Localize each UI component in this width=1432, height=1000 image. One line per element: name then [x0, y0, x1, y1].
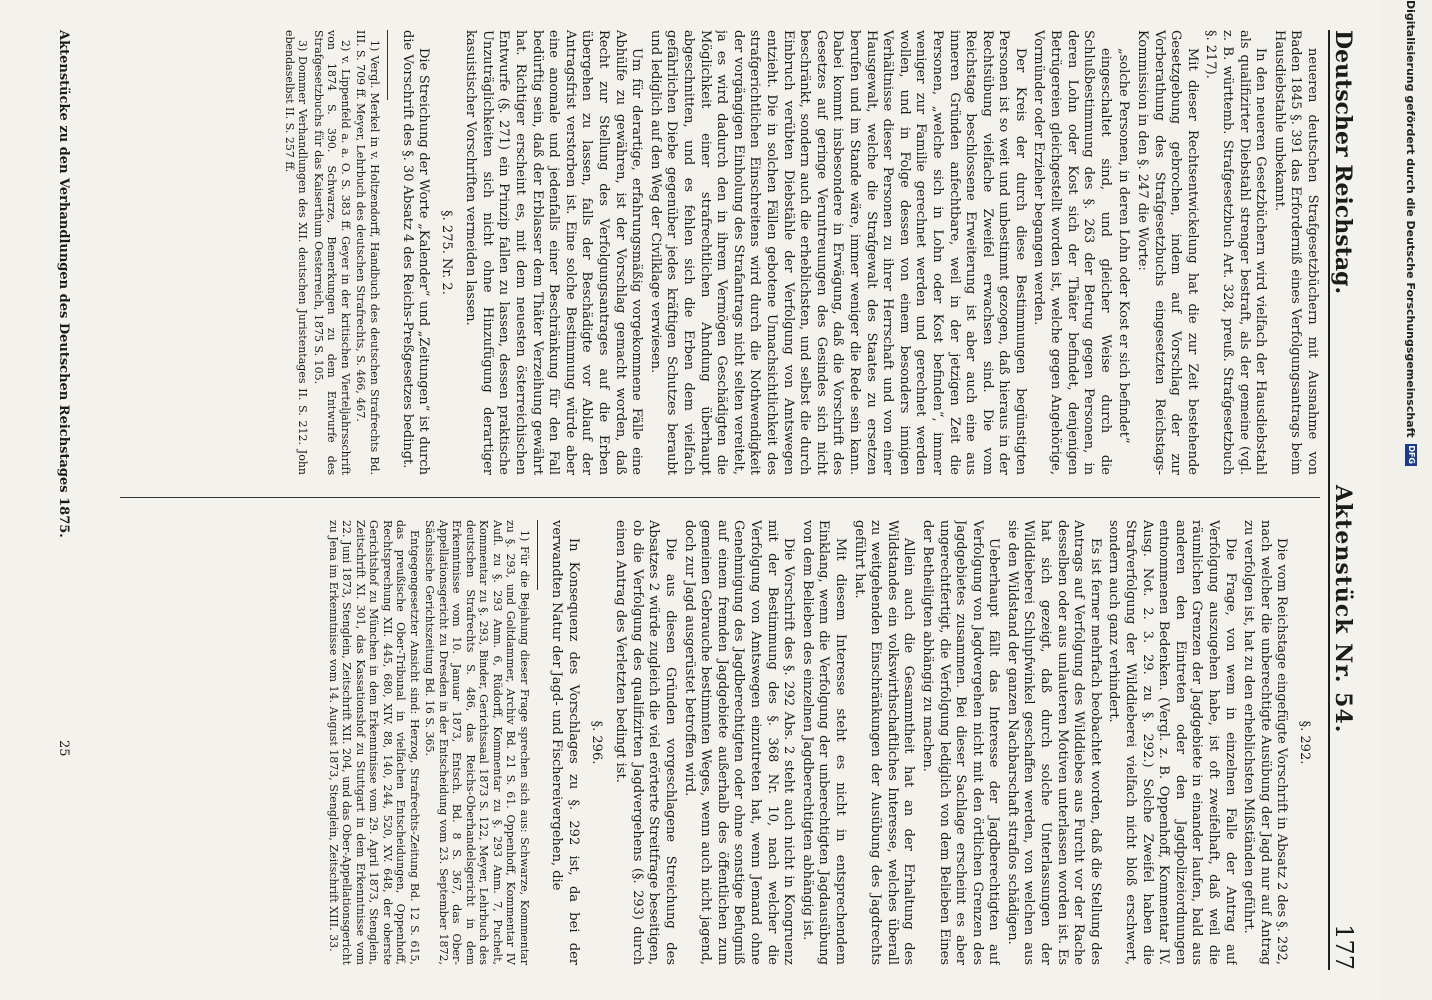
footnote: 1) Vergl. Merkel in v. Holtzendorff, Handbuch des deutschen Strafrechts Bd. III. S. 709 ff. Meyer, Lehrbuch des deutschen Strafrechts, S. 466, 467.	[354, 30, 381, 475]
left-paragraph: In den neueren Gesetzbüchern wird vielfach der Hausdiebstahl als qualifizirter Diebstahl strenger bestraft, als der gemeine (vgl. z. B. württemb. Strafgesetzbuch Art. 328, preuß. Strafgesetzbuch §. 217).	[1203, 30, 1269, 475]
section-title-292: §. 292.	[1297, 720, 1312, 765]
right-paragraph: Die vom Reichstage eingefügte Vorschrift in Absatz 2 des §. 292, nach welcher die unberechtigte Ausübung der Jagd nur auf Antrag zu verfolgen ist, hat zu den erheblichsten Mißständen geführt.	[1241, 520, 1290, 965]
right-paragraph: Die aus diesen Gründen vorgeschlagene Streichung des Absatzes 2 würde zugleich die viel erörterte Streitfrage beseitigen, ob die Verfolgung des qualifizirten Jagdvergehens (§. 293) durch einen Antrag des Verletzten bedingt ist.	[613, 520, 679, 965]
section-275-paragraph: Die Streichung der Worte „Kalender“ und „Zeitungen“ ist durch die Vorschrift des §. 30 Absatz 4 des Reichs-Preßgesetzes bedingt.	[399, 30, 432, 475]
left-paragraph: neueren deutschen Strafgesetzbüchern mit Ausnahme von Baden 1845 §. 391 das Erforderniß eines Verfolgungsantrags beim Hausdiebstahle unbekannt.	[1271, 30, 1320, 475]
left-paragraph: Mit dieser Rechtsentwickelung hat die zur Zeit bestehende Gesetzgebung gebrochen, indem auf Vorschlag der zur Vorberathung des Strafgesetzbuchs eingesetzten Reichstags-Kommission in den §. 247 die Worte:	[1135, 30, 1200, 475]
right-paragraph: Es ist ferner mehrfach beobachtet worden, daß die Stellung des Antrags auf Verfolgung des Wilddiebes aus Furcht vor der Rache desselben oder aus unlauteren Motiven unterlassen worden ist. Es hat sich gezeigt, daß durch solche Unterlassungen der Wilddieberei Schlupfwinkel geschaffen werden, von welchen aus sie den Wildstand der ganzen Nachbarschaft straflos schädigen.	[1004, 520, 1103, 965]
left-column	[100, 30, 1320, 475]
sheet-number: 25	[56, 740, 71, 757]
left-quote: „solche Personen, in deren Lohn oder Kost er sich befindet“	[1116, 48, 1132, 444]
right-paragraph: Mit diesem Interesse steht es nicht in entsprechendem Einklang, wenn die Verfolgung der unberechtigten Jagdausübung von dem Belieben des einzelnen Jagdberechtigten abhängig ist.	[799, 520, 848, 965]
left-paragraph: Um für derartige, erfahrungsmäßig vorgekommene Fälle eine Abhülfe zu gewähren, ist der Vorschlag gemacht worden, daß Recht zur Stellung des Verfolgungsantrages auf die Erben übergehen zu lassen, falls der Beschädigte vor Ablauf der Antragsfrist verstorben ist. Eine solche Bestimmung würde aber eine anomale und jedenfalls einer Beschränkung für den Fall bedürftig sein, daß der Erblasser dem Thäter Verzeihung gewährt hat. Richtiger erscheint es, mit dem neuesten österreichischen Entwurfe (§. 271) ein Prinzip fallen zu lassen, dessen praktische Unzuträglichkeiten sich nicht ohne Hinzufügung derartiger kasuistischer Vorschriften vermeiden lassen.	[463, 30, 645, 475]
page-footer: Aktenstücke zu den Verhandlungen des Deutschen Reichstages 1875.	[56, 30, 71, 538]
footnote: 3) Dommer Verhandlungen des XII. deutschen Juristentages II. S. 212. John ebendaselbst II. S. 257 ff.	[282, 30, 310, 475]
left-paragraph: Der Kreis der durch diese Bestimmungen begünstigten Personen ist so weit und unbestimmt gezogen, daß hieraus in der Rechtsübung vielfache Zweifel erwachsen sind. Die vom Reichstage beschlossene Erweiterung ist aber auch eine aus inneren Gründen anfechtbare, weil in der jetzigen Zeit die Personen, „welche sich in Lohn oder Kost befinden“, immer weniger zur Familie gerechnet werden und gerechnet werden wollen, und in Folge dessen von einem besonders innigen Verhältnisse dieser Personen zu ihrer Herrschaft und von einer Hausgewalt, welche die Strafgewalt des Staates zu ersetzen berufen und im Stande wäre, immer weniger die Rede sein kann. Dabei kommt insbesondere in Erwägung, daß die Vorschrift des Gesetzes auf geringe Veruntreuungen des Gesindes sich nicht beschränkt, sondern auch die erheblichsten, und selbst die durch Einbruch verübten Diebstähle der Verfolgung von Amtswegen entzieht. Die in solchen Fällen gebotene Unnachsichtlichkeit des strafgerichtlichen Einschreitens wird durch die Nothwendigkeit der vorgängigen Einholung des Strafantrags nicht selten vereitelt, ja es wird dadurch den in ihrem Vermögen Geschädigten die Möglichkeit einer strafrechtlichen Ahndung überhaupt abgeschnitten, und es fehlen sich die Erben dem vielfach gefährlichen Diebe gegenüber jedes kräftigen Schutzes beraubt und lediglich auf den Weg der Civilklage verwiesen.	[647, 30, 1028, 475]
footnote-rule	[537, 520, 538, 590]
footnote: Entgegengesetzter Ansicht sind: Herzog, Strafrechts-Zeitung Bd. 12 S. 615, das preußische Ober-Tribunal in vielfachen Entscheidungen, Oppenhoff, Rechtsprechung XII. 445, 680, XIV. 88, 140, 244, 520, XV. 648, der oberste Gerichtshof zu München in dem Erkenntnisse vom 29. April 1873, Stenglein, Zeitschrift XI. 301, das Kassationshof zu Stuttgart in dem Erkenntnisse vom 22. Juni 1873, Stenglein, Zeitschrift XII. 204, und das Ober-Appellationsgericht zu Jena im Erkenntnisse vom 14. August 1873, Stenglein, Zeitschrift XIII. 33.	[326, 520, 421, 965]
page-number: 177	[1330, 924, 1358, 970]
right-column	[100, 520, 1320, 965]
left-paragraph: eingeschaltet sind, und gleicher Weise durch die Schlußbestimmung des §. 263 der Betrug gegen Personen, in deren Lohn oder Kost sich der Thäter befindet, denjenigen Betrügereien gleichgestellt worden ist, welche gegen Angehörige, Vormünder oder Erzieher begangen werden.	[1031, 30, 1113, 475]
right-paragraph: Die Vorschrift des §. 292 Abs. 2 steht auch nicht in Kongruenz mit der Bestimmung des §. 368 Nr. 10, nach welcher die Verfolgung von Amtswegen einzutreten hat, wenn Jemand ohne Genehmigung des Jagdberechtigten oder ohne sonstige Befugniß auf einem fremden Jagdgebiete außerhalb des öffentlichen zum gemeinen Gebrauche bestimmten Weges, wenn auch nicht jagend, doch zur Jagd ausgerüstet betroffen wird.	[681, 520, 797, 965]
page-header	[1328, 30, 1370, 970]
dfg-logo-icon: DFG	[1407, 445, 1416, 464]
right-paragraph: Ueberhaupt fällt das Interesse der Jagdberechtigten auf Verfolgung von Jagdvergehen nicht mit den örtlichen Grenzen des Jagdgebietes zusammen. Bei dieser Sachlage erscheint es aber ungerechtfertigt, die Verfolgung lediglich von dem Belieben Eines der Betheiligten abhängig zu machen.	[919, 520, 1002, 965]
credit-text: Digitalisierung gefördert durch die Deutsche Forschungsgemeinschaft	[1404, 0, 1418, 438]
section-title-275: §. 275. Nr. 2.	[438, 210, 454, 295]
right-paragraph: Die Frage, von wem in einzelnen Falle der Antrag auf Verfolgung auszugehen habe, ist oft zweifelhaft, daß weil die räumlichen Grenzen der Jagdgebiete in einander laufen, bald aus anderen den Eintreten oder den Jagdpolizeiordnungen entnommenen Bedenken. (Vergl. z. B. Oppenhoff, Kommentar IV. Ausg. Not. 2. 3. 29. zu §. 292.) Solche Zweifel haben die Strafverfolgung der Wilddieberei vielfach nicht bloß erschwert, sondern auch ganz verhindert.	[1106, 520, 1238, 965]
column-divider	[120, 497, 1320, 498]
footnote: 2) v. Lippenfeld a. a. O. S. 383 ff. Geyer in der kritischen Vierteljahrsschrift von 1874 S. 390. Schwarze, Bemerkungen zu dem Entwurfe des Strafgesetzbuchs für das Kaiserthum Oesterreich, 1875 S. 105.	[311, 30, 352, 475]
header-left: Deutscher Reichstag.	[1330, 30, 1356, 295]
section-296-paragraph: In Konsequenz des Vorschlages zu §. 292 ist, da bei der verwandten Natur der Jagd- und Fischereivergehen, die	[549, 520, 582, 965]
right-paragraph: Allein auch die Gesammtheit hat an der Erhaltung des Wildstandes ein volkswirthschaftliches Interesse, welches überall zu weitgehenden Einschränkungen der Ausübung des Jagdrechts geführt hat.	[851, 520, 917, 965]
section-title-296: §. 296.	[588, 720, 604, 765]
header-center: Aktenstück Nr. 54.	[1330, 484, 1356, 734]
digitization-credit	[1402, 0, 1420, 1000]
footnote: 1) Für die Bejahung dieser Frage sprechen sich aus: Schwarze, Kommentar zu §. 293, und Goltdammer, Archiv Bd. 21 S. 61. Oppenhoff, Kommentar IV Aufl. zu §. 293 Anm. 6, Rüdorff, Kommentar zu §. 293 Anm. 7, Puchelt, Kommentar zu §. 293, Binder, Gerichtssaal 1873 S. 122, Meyer, Lehrbuch des deutschen Strafrechts S. 486, das Reichs-Oberhandelsgericht in dem Erkenntnisse vom 10. Januar 1873, Entsch. Bd. 8 S. 367, das Ober-Appellationsgericht zu Dresden in der Entscheidung vom 23. September 1872, Sächsische Gerichtszeitung Bd. 16 S. 365.	[423, 520, 531, 965]
footnote-rule	[387, 30, 388, 100]
